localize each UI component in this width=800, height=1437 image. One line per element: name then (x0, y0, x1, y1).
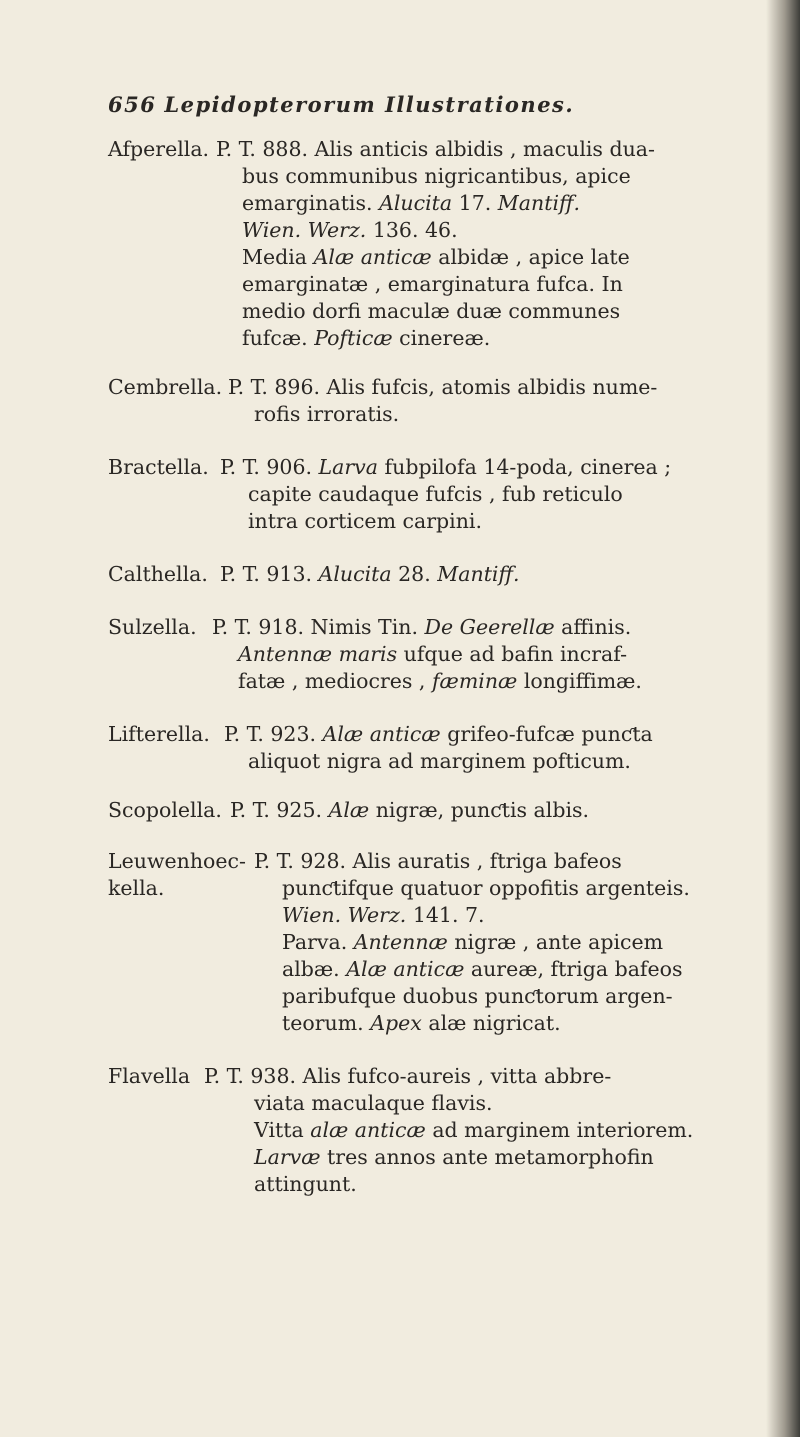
text-run: Pofticæ (314, 326, 393, 350)
entry-line (108, 1144, 763, 1171)
text-run: 141. 7. (412, 903, 485, 927)
entry-line (108, 902, 763, 929)
entry-line (108, 1117, 763, 1144)
entry-bractella (108, 454, 763, 535)
text-run: Antennæ (353, 930, 448, 954)
entry-calthella (108, 561, 763, 588)
text-run: tres annos ante metamorphofin (327, 1145, 654, 1169)
text-run: Wien. (242, 218, 302, 242)
text-run: Mantiff. (437, 562, 520, 586)
entry-line: attingunt. (254, 1172, 357, 1196)
entry-afperella (108, 136, 763, 352)
page-number: 656 (108, 92, 157, 117)
entry-line (108, 641, 763, 668)
text-run: longiffimæ. (523, 669, 642, 693)
entry-line (108, 217, 763, 244)
entry-line: bus communibus nigricantibus, apice (242, 164, 631, 188)
text-run: 136. 46. (372, 218, 458, 242)
species-name: Calthella. (108, 562, 208, 586)
species-name (108, 848, 246, 902)
text-run: 28. (398, 562, 431, 586)
text-run: albæ. (282, 957, 340, 981)
entry-line (108, 956, 763, 983)
text-run: Alucita (318, 562, 392, 586)
text-run: Antennæ maris (238, 642, 398, 666)
text-run: albidæ , apice late (438, 245, 630, 269)
text-run: fubpilofa 14-poda, cinerea ; (384, 455, 672, 479)
text-run: affinis. (561, 615, 632, 639)
entries-list (108, 136, 763, 1218)
text-run: Apex (370, 1011, 422, 1035)
species-name: Flavella (108, 1064, 191, 1088)
text-run: cinereæ. (399, 326, 491, 350)
text-run: grifeo-fufcæ punƈta (447, 722, 653, 746)
text-run: ad marginem interiorem. (432, 1118, 694, 1142)
species-name: Afperella. (108, 137, 210, 161)
text-run: nigræ, punƈtis albis. (375, 798, 590, 822)
entry-line (108, 929, 763, 956)
entry-line: aliquot nigra ad marginem pofticum. (248, 749, 631, 773)
species-name: Sulzella. (108, 615, 197, 639)
text-run: Wien. (282, 903, 342, 927)
text-run: Werz. (347, 903, 407, 927)
entry-line: P. T. 888. Alis anticis albidis , maculis dua- (216, 137, 655, 161)
text-run: Alæ anticæ (346, 957, 465, 981)
entry-line (108, 244, 763, 271)
entry-line: intra corticem carpini. (248, 509, 482, 533)
entry-line (108, 190, 763, 217)
species-name-part: kella. (108, 876, 165, 900)
text-run: alæ nigricat. (428, 1011, 561, 1035)
running-header (108, 92, 748, 117)
entry-line: punƈtifque quatuor oppofitis argenteis. (282, 876, 690, 900)
species-name: Bractella. (108, 455, 209, 479)
entry-line: viata maculaque flavis. (254, 1091, 493, 1115)
text-run: Larvæ (254, 1145, 321, 1169)
entry-lifterella (108, 721, 763, 775)
text-run: fufcæ. (242, 326, 308, 350)
text-run: P. T. 918. Nimis Tin. (212, 615, 419, 639)
text-run: Alæ anticæ (313, 245, 432, 269)
text-run: nigræ , ante apicem (454, 930, 664, 954)
text-run: P. T. 906. (220, 455, 313, 479)
text-run: Parva. (282, 930, 348, 954)
text-run: 17. (458, 191, 492, 215)
entry-line: P. T. 938. Alis fufco-aureis , vitta abbre- (204, 1064, 612, 1088)
entry-line: P. T. 896. Alis fufcis, atomis albidis nume- (228, 375, 658, 399)
text-run: Media (242, 245, 308, 269)
text-run: P. T. 913. (220, 562, 313, 586)
species-name: Lifterella. (108, 722, 210, 746)
text-run: alæ anticæ (310, 1118, 426, 1142)
text-run: Alucita (379, 191, 453, 215)
text-run: aureæ, ftriga bafeos (470, 957, 683, 981)
text-run: De Geerellæ (424, 615, 555, 639)
entry-sulzella (108, 614, 763, 695)
species-name-part: Leuwenhoec- (108, 849, 246, 873)
entry-leuwenhoeckella (108, 848, 763, 1037)
text-run: Werz. (307, 218, 367, 242)
text-run: Vitta (254, 1118, 304, 1142)
entry-scopolella (108, 797, 763, 824)
species-name: Scopolella. (108, 798, 222, 822)
text-run: Larva (318, 455, 378, 479)
species-name: Cembrella. (108, 375, 223, 399)
entry-line: medio dorfi maculæ duæ communes (242, 299, 621, 323)
entry-line: P. T. 928. Alis auratis , ftriga bafeos (254, 849, 622, 873)
entry-cembrella (108, 374, 763, 428)
entry-line (108, 1010, 763, 1037)
text-run: P. T. 925. (230, 798, 323, 822)
entry-flavella (108, 1063, 763, 1198)
text-run: teorum. (282, 1011, 364, 1035)
entry-line: paribufque duobus punƈtorum argen- (282, 984, 673, 1008)
text-run: Alæ anticæ (322, 722, 441, 746)
page-title: Lepidopterorum Illustrationes. (164, 92, 575, 117)
text-run: fatæ , mediocres , (238, 669, 426, 693)
text-run: P. T. 923. (224, 722, 317, 746)
entry-line: emarginatæ , emarginatura fufca. In (242, 272, 623, 296)
text-run: Alæ (328, 798, 370, 822)
text-run: ufque ad bafin incraf- (403, 642, 628, 666)
entry-line (108, 668, 763, 695)
page-edge-shadow (766, 0, 800, 1437)
entry-line (108, 325, 763, 352)
entry-line: capite caudaque fufcis , fub reticulo (248, 482, 623, 506)
text-run: Mantiff. (497, 191, 581, 215)
entry-line: rofis irroratis. (254, 402, 400, 426)
text-run: emarginatis. (242, 191, 373, 215)
text-run: fæminæ (431, 669, 518, 693)
